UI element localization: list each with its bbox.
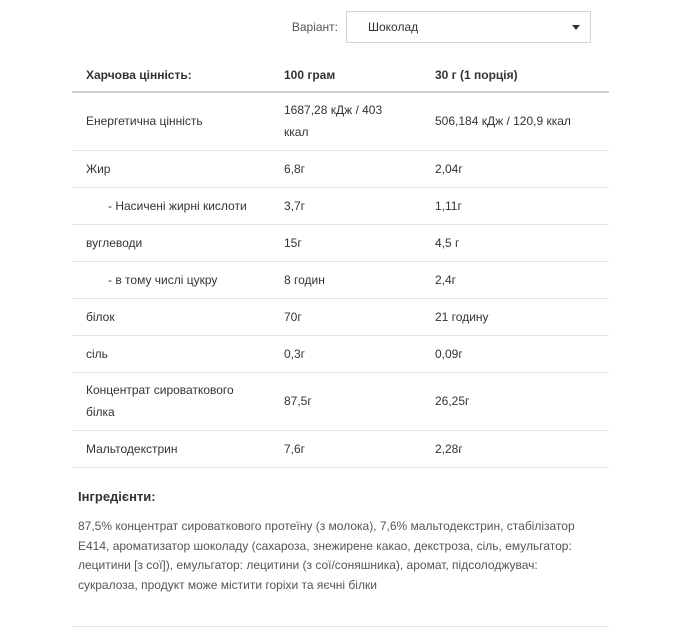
- value-per-100g: 0,3г: [270, 335, 421, 372]
- nutrient-name: сіль: [72, 335, 270, 372]
- value-per-serving: 2,28г: [421, 430, 609, 467]
- value-per-100g: 6,8г: [270, 150, 421, 187]
- value-per-serving: 2,04г: [421, 150, 609, 187]
- nutrient-name: Мальтодекстрин: [72, 430, 270, 467]
- nutrient-name: білок: [72, 298, 270, 335]
- ingredients-text: 87,5% концентрат сироваткового протеїну (з молока), 7,6% мальтодекстрин, стабілізатор E414, ароматизатор шоколаду (сахароза, знежирене какао, декстроза, сіль, емульгатор: лецитини [з сої]), емульгатор: лецитини (з сої/соняшника), аромат, підсолоджувач: сукралоза, продукт може містити горіхи та яєчні білки: [78, 519, 575, 592]
- table-row: [72, 150, 609, 187]
- variant-select[interactable]: [346, 11, 591, 43]
- table-row: [72, 224, 609, 261]
- nutrition-table: [72, 58, 609, 468]
- value-per-100g: 3,7г: [270, 187, 421, 224]
- header-per-100g: 100 грам: [270, 58, 421, 92]
- table-row: [72, 430, 609, 467]
- table-row: [72, 372, 609, 430]
- table-row: [72, 92, 609, 150]
- value-per-100g: 15г: [270, 224, 421, 261]
- nutrient-name: Енергетична цінність: [72, 92, 270, 150]
- header-per-serving: 30 г (1 порція): [421, 58, 609, 92]
- ingredients-title: Інгредієнти:: [78, 489, 156, 504]
- value-per-serving: 1,11г: [421, 187, 609, 224]
- header-nutrition-value: Харчова цінність:: [72, 58, 270, 92]
- table-row: [72, 298, 609, 335]
- nutrient-name: Концентрат сироваткового білка: [72, 372, 270, 430]
- value-per-serving: 0,09г: [421, 335, 609, 372]
- value-per-serving: 2,4г: [421, 261, 609, 298]
- value-per-serving: 21 годину: [421, 298, 609, 335]
- value-per-100g: 8 годин: [270, 261, 421, 298]
- table-header-row: [72, 58, 609, 92]
- table-row: [72, 261, 609, 298]
- nutrient-name: Жир: [72, 150, 270, 187]
- variant-selector-row: [282, 11, 591, 43]
- value-per-serving: 506,184 кДж / 120,9 ккал: [421, 92, 609, 150]
- value-per-100g: 87,5г: [270, 372, 421, 430]
- value-per-100g: 7,6г: [270, 430, 421, 467]
- nutrient-name: вуглеводи: [72, 224, 270, 261]
- nutrient-name: - в тому числі цукру: [72, 261, 270, 298]
- value-per-serving: 4,5 г: [421, 224, 609, 261]
- variant-selected-value: Шоколад: [368, 20, 419, 34]
- value-per-serving: 26,25г: [421, 372, 609, 430]
- nutrient-name: - Насичені жирні кислоти: [72, 187, 270, 224]
- chevron-down-icon: [572, 25, 580, 30]
- variant-label: Варіант:: [291, 20, 338, 34]
- divider: [72, 626, 609, 627]
- value-per-100g: 1687,28 кДж / 403 ккал: [270, 92, 421, 150]
- value-per-100g: 70г: [270, 298, 421, 335]
- table-row: [72, 335, 609, 372]
- table-row: [72, 187, 609, 224]
